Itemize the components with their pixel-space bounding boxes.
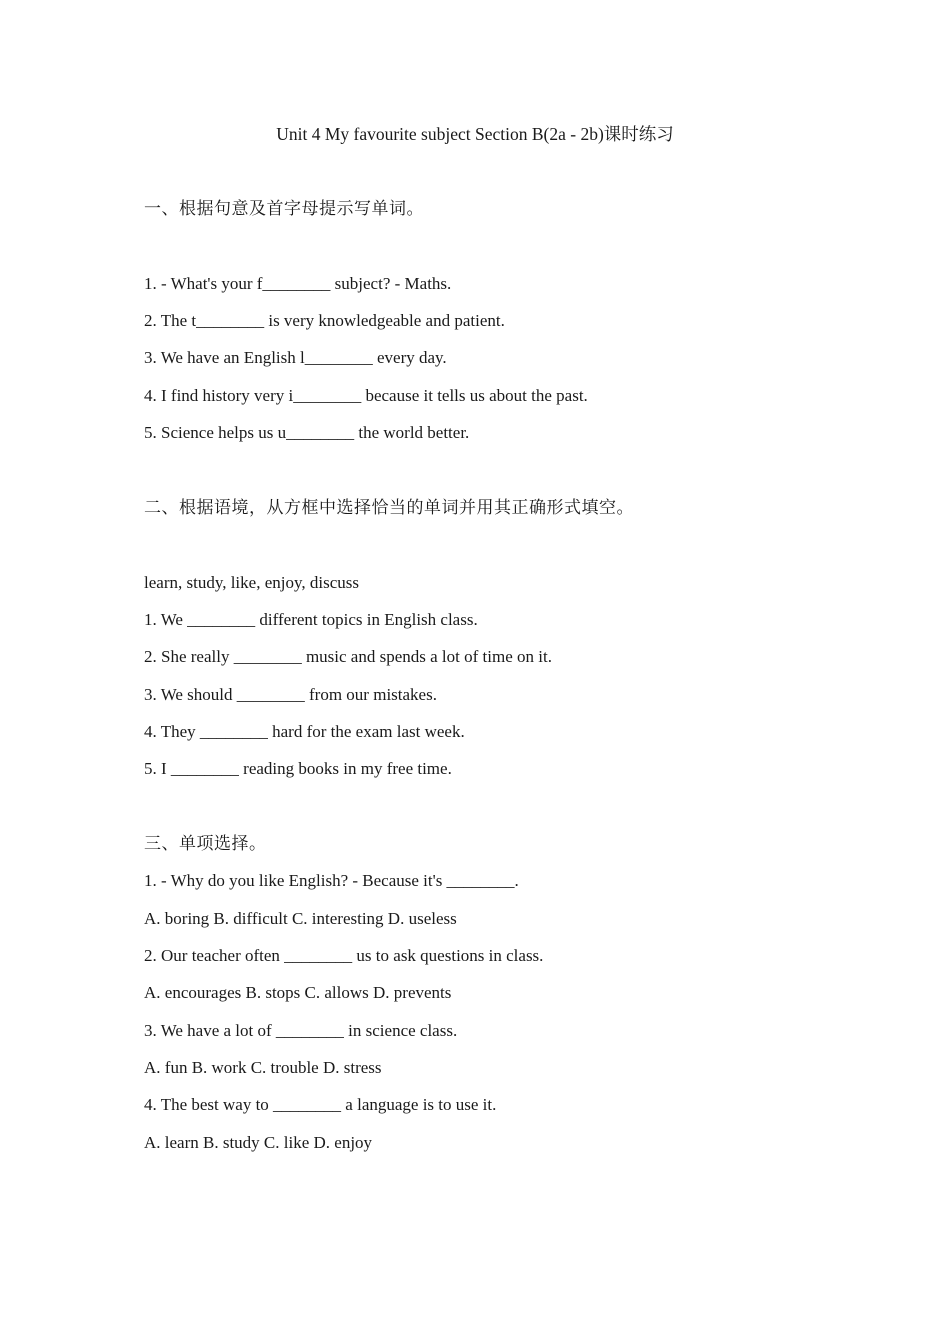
- section3-question-3-stem: 3. We have a lot of ________ in science class.: [144, 1021, 458, 1040]
- section2-heading: 二、根据语境，从方框中选择恰当的单词并用其正确形式填空。: [144, 498, 634, 518]
- section2-item-3: 3. We should ________ from our mistakes.: [144, 685, 437, 704]
- section1-item-5: 5. Science helps us u________ the world better.: [144, 423, 470, 442]
- section2-item-2: 2. She really ________ music and spends a lot of time on it.: [144, 647, 552, 666]
- section3-question-1-options: A. boring B. difficult C. interesting D. useless: [144, 909, 457, 928]
- section2-word-box: learn, study, like, enjoy, discuss: [144, 573, 359, 592]
- section3-question-1-stem: 1. - Why do you like English? - Because it's ________.: [144, 871, 519, 890]
- section3-question-2-options: A. encourages B. stops C. allows D. prevents: [144, 983, 452, 1002]
- section3-heading: 三、单项选择。: [144, 834, 267, 854]
- section2-item-5: 5. I ________ reading books in my free time.: [144, 759, 452, 778]
- section2-item-1: 1. We ________ different topics in English class.: [144, 610, 478, 629]
- section1-item-4: 4. I find history very i________ because it tells us about the past.: [144, 386, 588, 405]
- section3-question-2-stem: 2. Our teacher often ________ us to ask questions in class.: [144, 946, 544, 965]
- section1-heading: 一、根据句意及首字母提示写单词。: [144, 199, 424, 219]
- section1-item-2: 2. The t________ is very knowledgeable and patient.: [144, 311, 505, 330]
- section3-question-3-options: A. fun B. work C. trouble D. stress: [144, 1058, 382, 1077]
- section3-question-4-options: A. learn B. study C. like D. enjoy: [144, 1133, 373, 1152]
- section1-item-3: 3. We have an English l________ every day.: [144, 348, 447, 367]
- section3-question-4-stem: 4. The best way to ________ a language is to use it.: [144, 1095, 497, 1114]
- page-title: Unit 4 My favourite subject Section B(2a - 2b)课时练习: [276, 124, 674, 144]
- section1-item-1: 1. - What's your f________ subject? - Maths.: [144, 274, 452, 293]
- section2-item-4: 4. They ________ hard for the exam last week.: [144, 722, 465, 741]
